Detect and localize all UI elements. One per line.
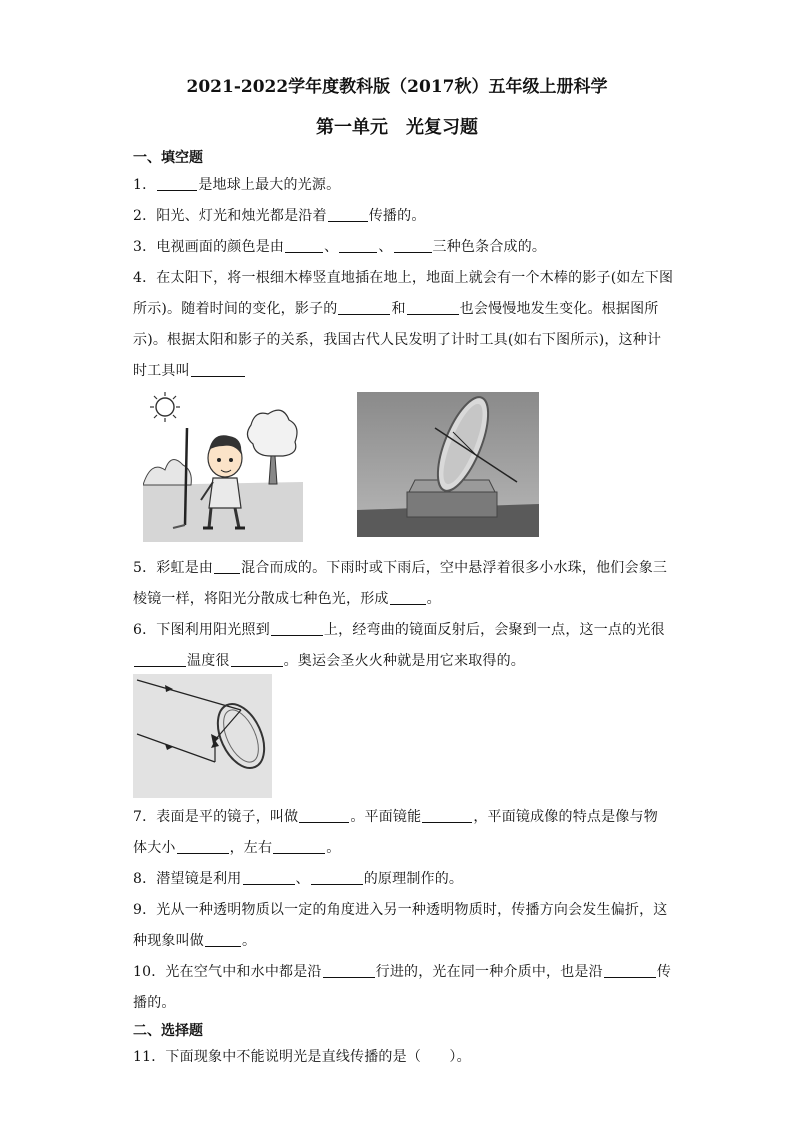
answer-blank[interactable]	[407, 300, 459, 315]
answer-blank[interactable]	[157, 176, 197, 191]
question-11: 11．下面现象中不能说明光是直线传播的是（ ）。	[133, 1049, 471, 1065]
answer-blank[interactable]	[285, 238, 323, 253]
q10-text-c: 传	[656, 964, 672, 980]
question-1	[133, 174, 340, 194]
q2-text-b: 传播的。	[368, 208, 426, 224]
question-7-line-2	[133, 837, 340, 857]
answer-blank[interactable]	[311, 870, 363, 885]
q7-text-e: ，左右	[229, 840, 273, 856]
question-10-line-1	[133, 961, 671, 981]
question-4-line-3: 示)。根据太阳和影子的关系，我国古代人民发明了计时工具(如右下图所示)，这种计	[133, 332, 662, 348]
question-3	[133, 236, 546, 256]
q3-text-a: 3．电视画面的颜色是由	[133, 239, 285, 255]
q7-text-c: ，平面镜成像的特点是像与物	[473, 809, 658, 825]
sundial-photo	[357, 392, 539, 537]
answer-blank[interactable]	[339, 238, 377, 253]
q8-sep: 、	[295, 871, 310, 887]
q3-sep-1: 、	[324, 239, 339, 255]
answer-blank[interactable]	[191, 362, 245, 377]
answer-blank[interactable]	[422, 808, 472, 823]
shadow-stick-illustration	[143, 390, 303, 542]
q10-text-a: 10．光在空气中和水中都是沿	[133, 964, 322, 980]
answer-blank[interactable]	[231, 652, 283, 667]
q4-text-a: 所示)。随着时间的变化，影子的	[133, 301, 338, 317]
q7-text-f: 。	[326, 840, 341, 856]
answer-blank[interactable]	[177, 839, 229, 854]
q7-text-d: 体大小	[133, 840, 176, 856]
question-7-line-1	[133, 806, 658, 826]
q6-text-b: 上，经弯曲的镜面反射后，会聚到一点，这一点的光很	[323, 622, 665, 638]
q2-text-a: 2．阳光、灯光和烛光都是沿着	[133, 208, 327, 224]
answer-blank[interactable]	[243, 870, 295, 885]
q6-text-d: 。奥运会圣火火种就是用它来取得的。	[283, 653, 526, 669]
q8-text-b: 的原理制作的。	[363, 871, 464, 887]
question-5-line-2	[133, 588, 441, 608]
answer-blank[interactable]	[273, 839, 325, 854]
q1-text: 是地球上最大的光源。	[198, 177, 341, 193]
question-5-line-1	[133, 557, 667, 577]
concave-mirror-illustration	[133, 674, 272, 798]
q5-text-b: 混合而成的。下雨时或下雨后，空中悬浮着很多小水珠，他们会象三	[241, 560, 668, 576]
document-title: 2021-2022学年度教科版（2017秋）五年级上册科学	[186, 77, 608, 97]
q6-text-a: 6．下图利用阳光照到	[133, 622, 270, 638]
question-6-line-1	[133, 619, 665, 639]
q9-text-a: 种现象叫做	[133, 933, 204, 949]
q3-sep-2: 、	[378, 239, 393, 255]
question-2	[133, 205, 426, 225]
figure-background	[133, 674, 272, 798]
q6-text-c: 温度很	[187, 653, 230, 669]
answer-blank[interactable]	[328, 207, 368, 222]
q7-text-b: 。平面镜能	[350, 809, 422, 825]
question-8	[133, 868, 463, 888]
q5-text-c: 棱镜一样，将阳光分散成七种色光，形成	[133, 591, 389, 607]
answer-blank[interactable]	[271, 621, 323, 636]
q9-text-b: 。	[242, 933, 257, 949]
q10-text-b: 行进的，光在同一种介质中，也是沿	[375, 964, 603, 980]
answer-blank[interactable]	[205, 932, 241, 947]
question-9-line-2	[133, 930, 256, 950]
document-subtitle: 第一单元 光复习题	[316, 117, 478, 138]
answer-blank[interactable]	[214, 559, 240, 574]
q4-text-d: 时工具叫	[133, 363, 190, 379]
answer-blank[interactable]	[604, 963, 656, 978]
q7-text-a: 7．表面是平的镜子，叫做	[133, 809, 299, 825]
section-heading-choice: 二、选择题	[133, 1023, 203, 1039]
answer-blank[interactable]	[390, 590, 426, 605]
answer-blank[interactable]	[134, 652, 186, 667]
q4-text-b: 和	[391, 301, 406, 317]
answer-blank[interactable]	[323, 963, 375, 978]
answer-blank[interactable]	[299, 808, 349, 823]
answer-blank[interactable]	[338, 300, 390, 315]
question-10-line-2: 播的。	[133, 995, 176, 1011]
q5-text-a: 5．彩虹是由	[133, 560, 214, 576]
section-heading-fill-in: 一、填空题	[133, 150, 203, 166]
question-9-line-1: 9．光从一种透明物质以一定的角度进入另一种透明物质时，传播方向会发生偏折，这	[133, 902, 668, 918]
question-4-line-2	[133, 298, 658, 318]
answer-blank[interactable]	[394, 238, 432, 253]
q4-text-c: 也会慢慢地发生变化。根据图所	[459, 301, 659, 317]
q5-text-d: 。	[426, 591, 441, 607]
q1-number: 1．	[133, 177, 157, 193]
question-4-line-4	[133, 360, 246, 380]
q8-text-a: 8．潜望镜是利用	[133, 871, 242, 887]
q3-text-b: 三种色条合成的。	[432, 239, 547, 255]
question-4-line-1: 4．在太阳下，将一根细木棒竖直地插在地上，地面上就会有一个木棒的影子(如左下图	[133, 270, 674, 286]
question-6-line-2	[133, 650, 525, 670]
pedestal	[407, 492, 497, 517]
